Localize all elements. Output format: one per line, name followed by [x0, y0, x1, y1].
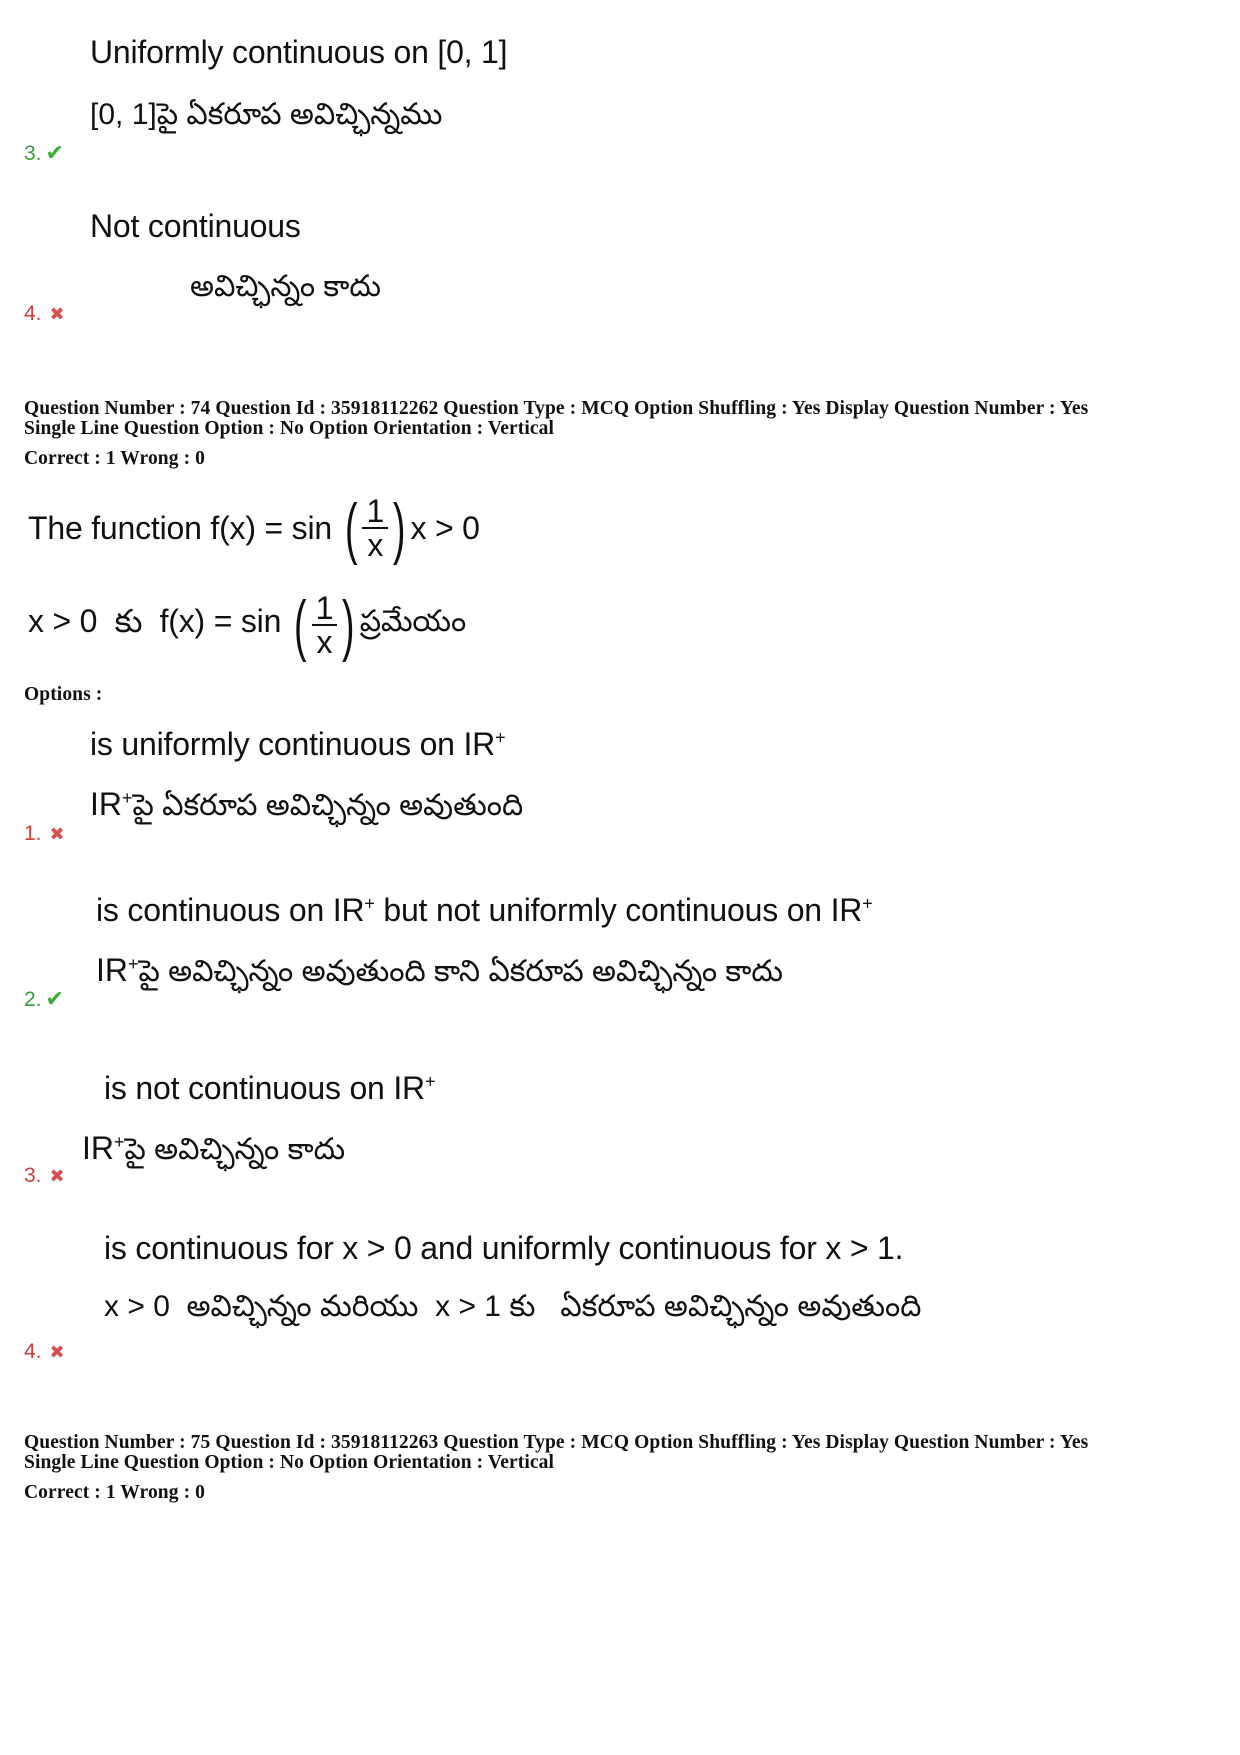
fraction-numerator: 1: [312, 592, 338, 626]
option-number: 1.: [24, 822, 42, 845]
option-telugu-text: పై అవిచ్ఛిన్నం కాదు: [124, 1133, 346, 1166]
fraction-denominator: x: [367, 527, 384, 563]
superscript: +: [364, 893, 375, 914]
prev-option-4-telugu: అవిచ్ఛిన్నం కాదు: [190, 270, 381, 303]
option-text-cont: but not uniformly continuous on IR: [374, 892, 863, 928]
q74-options-label: Options :: [24, 684, 103, 705]
option-number: 2.: [24, 988, 42, 1011]
superscript: +: [122, 788, 133, 808]
option-prefix: IR: [96, 952, 128, 988]
q74-option-4-text: is continuous for x > 0 and uniformly continuous for x > 1.: [104, 1230, 904, 1266]
q74-option-1-marker: [24, 822, 65, 846]
option-text: is uniformly continuous on IR: [90, 726, 496, 762]
q74-option-2-text: [96, 892, 873, 929]
q75-meta-line1: Question Number : 75 Question Id : 35918112263 Question Type : MCQ Option Shuffling : Yes Display Question Number : Yes: [24, 1432, 1089, 1453]
superscript: +: [495, 727, 506, 748]
q74-meta-line2: Single Line Question Option : No Option Orientation : Vertical: [24, 418, 555, 439]
question-text-telugu-suffix: ప్రమేయం: [359, 604, 466, 638]
option-telugu-text: పై ఏకరూప అవిచ్ఛిన్నం అవుతుంది: [132, 789, 524, 822]
q74-option-2-marker: [24, 986, 64, 1012]
q74-question-english: The function f(x) = sin ( $\frac{1}{x}$ ) x > 0: [28, 490, 480, 566]
q74-option-1-telugu: [90, 786, 523, 830]
option-prefix: IR: [82, 1130, 114, 1166]
q75-marks: Correct : 1 Wrong : 0: [24, 1482, 205, 1503]
question-text-telugu: x > 0 కు f(x) = sin: [28, 602, 282, 639]
option-text: is not continuous on IR: [104, 1070, 425, 1106]
option-number: 4.: [24, 1340, 42, 1363]
prev-option-3-marker: [24, 140, 64, 166]
question-text-suffix: x > 0: [410, 509, 480, 546]
q74-option-1-text: [90, 726, 505, 763]
q74-marks: Correct : 1 Wrong : 0: [24, 448, 205, 469]
question-text: The function f(x) = sin: [28, 509, 332, 546]
cross-icon: ✖: [49, 1342, 65, 1362]
q74-option-3-marker: [24, 1164, 65, 1188]
check-icon: ✔: [45, 986, 64, 1011]
superscript: +: [128, 954, 139, 974]
q74-option-4-telugu: x > 0 అవిచ్ఛిన్నం మరియు x > 1 కు ఏకరూప అవిచ్ఛిన్నం అవుతుంది: [104, 1290, 922, 1323]
cross-icon: ✖: [49, 824, 65, 844]
fraction: [362, 495, 388, 561]
option-text: is continuous on IR: [96, 892, 365, 928]
check-icon: ✔: [45, 140, 64, 165]
q74-option-3-text: [104, 1070, 435, 1107]
superscript: +: [424, 1071, 436, 1092]
fraction-denominator: x: [316, 624, 333, 660]
fraction-numerator: 1: [362, 495, 388, 529]
q74-meta-line1: Question Number : 74 Question Id : 35918112262 Question Type : MCQ Option Shuffling : Yes Display Question Number : Yes: [24, 398, 1089, 419]
q74-option-4-marker: [24, 1340, 65, 1364]
option-number: 3.: [24, 142, 42, 165]
cross-icon: ✖: [49, 304, 65, 324]
option-prefix: IR: [90, 786, 122, 822]
option-number: 4.: [24, 302, 42, 325]
option-telugu-text: పై అవిచ్ఛిన్నం అవుతుంది కాని ఏకరూప అవిచ్ఛిన్నం కాదు: [138, 955, 783, 988]
cross-icon: ✖: [49, 1166, 65, 1186]
q75-meta-line2: Single Line Question Option : No Option Orientation : Vertical: [24, 1452, 555, 1473]
superscript: +: [114, 1132, 125, 1152]
option-number: 3.: [24, 1164, 42, 1187]
prev-option-3-text: Uniformly continuous on [0, 1]: [90, 34, 508, 70]
fraction: [312, 592, 338, 658]
q74-option-2-telugu: [96, 952, 783, 996]
prev-option-3-telugu: [0, 1]పై ఏకరూప అవిచ్ఛిన్నము: [90, 98, 443, 131]
prev-option-4-marker: [24, 302, 65, 326]
q74-option-3-telugu: [82, 1130, 345, 1174]
q74-question-telugu: x > 0 కు f(x) = sin ( $\frac{1}{x}$ ) ప్రమేయం: [28, 587, 466, 663]
prev-option-4-text: Not continuous: [90, 208, 301, 244]
superscript: +: [862, 893, 873, 914]
